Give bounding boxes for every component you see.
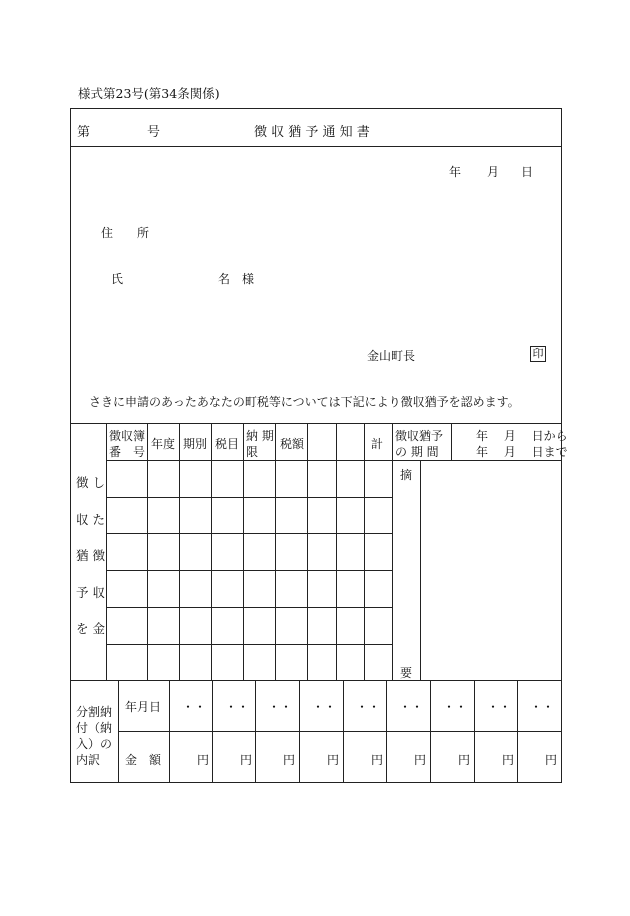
col-line-1	[147, 423, 148, 680]
name-label-first: 氏	[111, 272, 124, 286]
row-line-2	[106, 533, 392, 534]
header-period-bottom: の 期 間	[395, 445, 439, 459]
inst-yen-2: 円	[240, 753, 253, 767]
tekiyo-top: 摘	[400, 468, 413, 482]
form-number-label: 様式第23号(第34条関係)	[78, 86, 220, 101]
row-line-5	[106, 644, 392, 645]
inst-date-mark-8: ・・	[487, 700, 512, 714]
inst-date-mark-6: ・・	[399, 700, 424, 714]
address-label: 住 所	[101, 226, 150, 240]
period-to: 年 月 日まで	[476, 445, 568, 459]
side-label-row-4: 予 収	[76, 585, 105, 600]
header-period-top: 徴収猶予	[395, 429, 444, 443]
header-choshubo-top: 徴収簿	[109, 429, 146, 443]
frame-bottom	[70, 782, 562, 783]
inst-yen-3: 円	[283, 753, 296, 767]
approval-statement: さきに申請のあったあなたの町税等については下記により徴収猶予を認めます。	[89, 395, 520, 409]
installment-label-2: 付（納	[76, 721, 113, 735]
row-line-4	[106, 607, 392, 608]
side-label-row-2: 収 た	[76, 512, 105, 527]
col-line-2	[179, 423, 180, 680]
header-divider	[70, 146, 562, 147]
inst-yen-9: 円	[545, 753, 558, 767]
col-line-10	[420, 460, 421, 680]
installment-amount-label: 金 額	[125, 753, 162, 767]
date-month: 月	[487, 165, 500, 179]
side-label-row-3: 猶 徴	[76, 548, 105, 563]
installment-label-1: 分割納	[76, 705, 113, 719]
header-zeigaku: 税額	[280, 437, 305, 451]
inst-date-mark-3: ・・	[268, 700, 293, 714]
tekiyo-bottom: 要	[400, 666, 413, 680]
col-line-0	[106, 423, 107, 680]
col-line-9	[392, 423, 393, 680]
header-noki-bottom: 限	[246, 445, 259, 459]
issuer-title: 金山町長	[367, 349, 416, 363]
inst-yen-7: 円	[458, 753, 471, 767]
number-prefix: 第	[77, 125, 91, 140]
body-divider	[70, 423, 562, 424]
installment-date-label: 年月日	[125, 700, 162, 714]
header-zeimoku: 税目	[215, 437, 240, 451]
name-label-second: 名 様	[218, 272, 255, 286]
inst-date-mark-1: ・・	[182, 700, 207, 714]
period-divider	[451, 423, 452, 460]
seal-stamp: 印	[530, 346, 546, 362]
frame-left	[70, 108, 71, 783]
col-line-7	[336, 423, 337, 680]
date-year: 年	[449, 165, 462, 179]
col-line-8	[364, 423, 365, 680]
header-kei: 計	[371, 437, 384, 451]
installment-label-3: 入）の	[76, 737, 113, 751]
side-label-row-5: を 金	[76, 621, 105, 636]
header-noki-top: 納 期	[246, 429, 274, 443]
col-line-6	[307, 423, 308, 680]
inst-yen-8: 円	[502, 753, 515, 767]
row-line-1	[106, 497, 392, 498]
inst-date-mark-9: ・・	[530, 700, 555, 714]
header-nendo: 年度	[151, 437, 176, 451]
table-divider	[70, 680, 562, 681]
col-line-3	[211, 423, 212, 680]
side-label-row-1: 徴 し	[76, 475, 105, 490]
inst-yen-5: 円	[371, 753, 384, 767]
col-line-4	[243, 423, 244, 680]
date-day: 日	[521, 165, 534, 179]
inst-yen-6: 円	[414, 753, 427, 767]
inst-yen-4: 円	[327, 753, 340, 767]
inst-row-divider	[118, 731, 561, 732]
frame-top	[70, 108, 562, 109]
row-line-3	[106, 570, 392, 571]
installment-label-4: 内訳	[76, 753, 101, 767]
period-from: 年 月 日から	[476, 429, 568, 443]
col-line-5	[275, 423, 276, 680]
header-choshubo-bottom: 番 号	[109, 445, 146, 459]
header-kibetsu: 期別	[183, 437, 208, 451]
inst-date-mark-2: ・・	[225, 700, 250, 714]
inst-date-mark-5: ・・	[356, 700, 381, 714]
number-suffix: 号	[147, 125, 161, 140]
table-header-bottom	[106, 460, 561, 461]
document-title: 徴 収 猶 予 通 知 書	[254, 125, 370, 140]
inst-yen-1: 円	[197, 753, 210, 767]
inst-date-mark-4: ・・	[312, 700, 337, 714]
inst-date-mark-7: ・・	[443, 700, 468, 714]
